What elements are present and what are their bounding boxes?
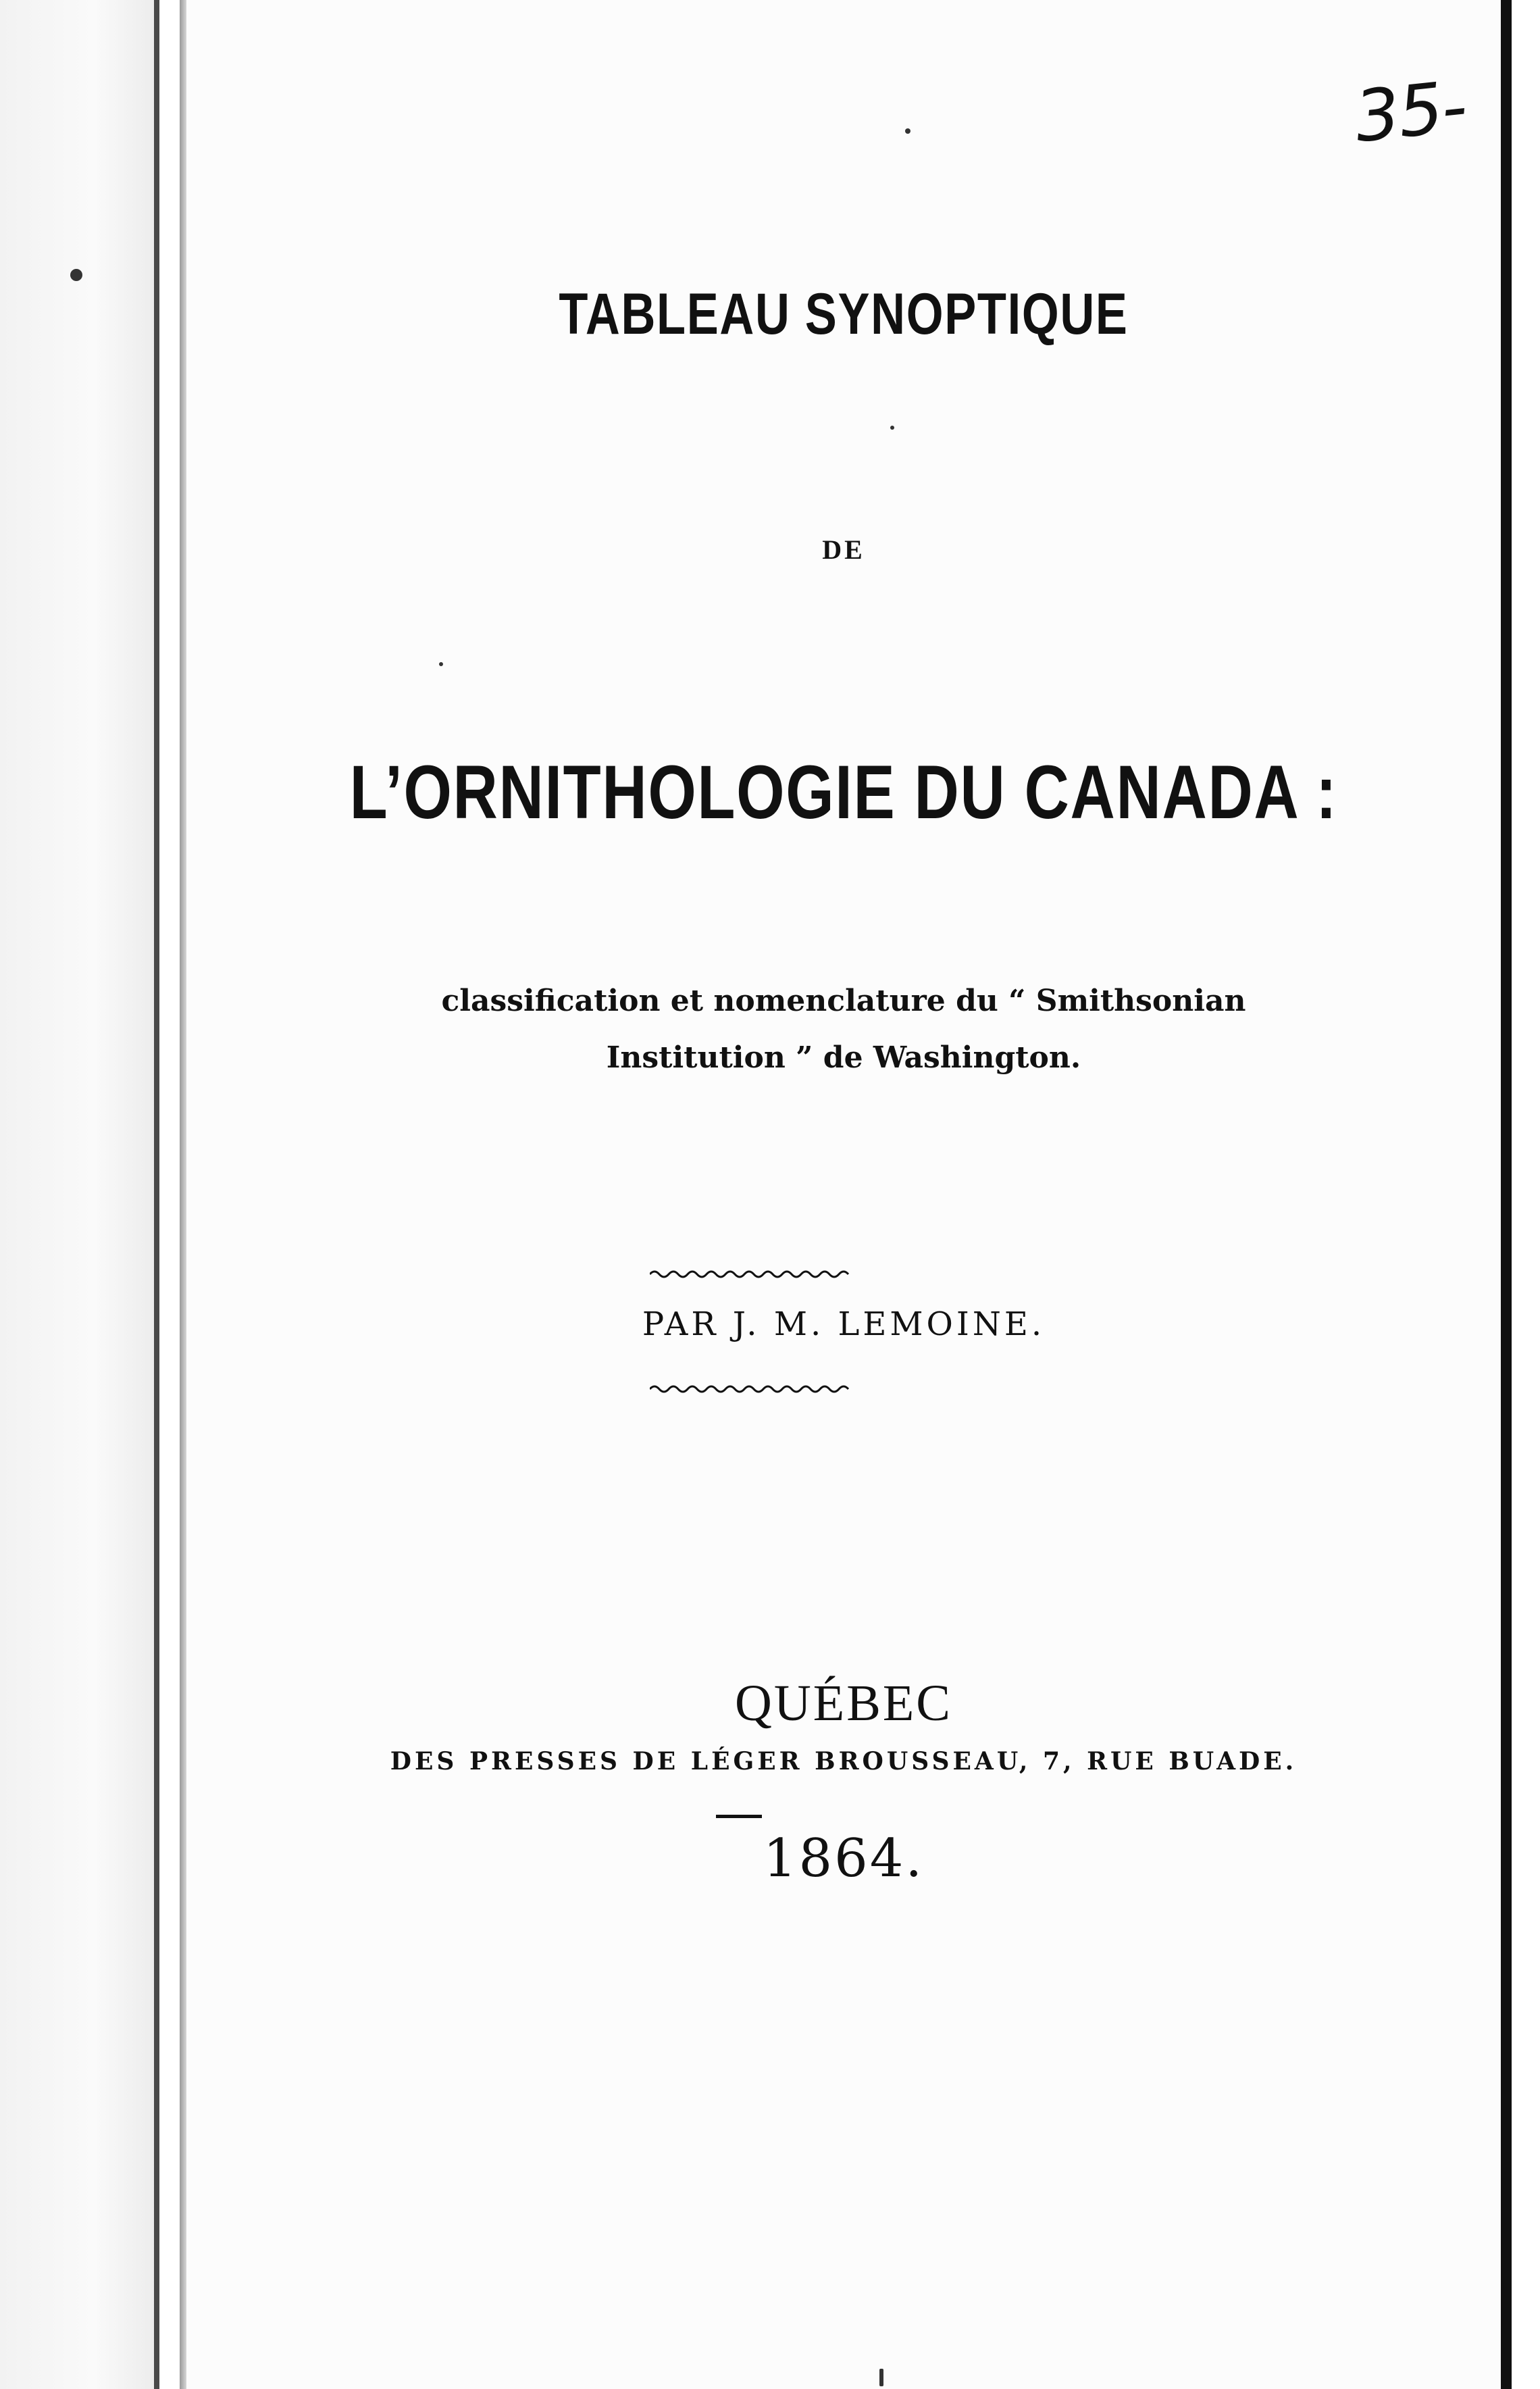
- previous-page-strip: [0, 0, 157, 2389]
- scan-speck: [905, 128, 910, 134]
- scan-speck: [879, 2369, 883, 2386]
- short-rule: [716, 1815, 762, 1818]
- scan-speck: [890, 426, 894, 430]
- page-fold-shadow: [154, 0, 159, 2389]
- subtitle-line-2: Institution ” de Washington.: [606, 1040, 1081, 1075]
- imprint-publisher: DES PRESSES DE LÉGER BROUSSEAU, 7, RUE BUADE.: [390, 1747, 1298, 1776]
- subtitle: [186, 973, 1501, 1086]
- page-right-edge: [1501, 0, 1512, 2389]
- wavy-rule-top: [650, 1267, 852, 1281]
- subtitle-line-1: classification et nomenclature du “ Smithsonian: [441, 984, 1246, 1018]
- handwritten-page-number: 35-: [1351, 64, 1470, 159]
- scan-margin: [1512, 0, 1540, 2389]
- scan-speck: [70, 269, 82, 281]
- title-page: [186, 0, 1501, 2389]
- title-line-2: L’ORNITHOLOGIE DU CANADA :: [349, 750, 1338, 834]
- imprint-city: QUÉBEC: [735, 1675, 952, 1732]
- author: PAR J. M. LEMOINE.: [642, 1305, 1046, 1343]
- title-line-1: TABLEAU SYNOPTIQUE: [559, 282, 1129, 347]
- title-connector: DE: [822, 534, 865, 565]
- imprint-year: 1864.: [763, 1828, 925, 1889]
- scan-speck: [439, 662, 443, 666]
- page-gutter: [180, 0, 186, 2389]
- wavy-rule-bottom: [650, 1382, 852, 1396]
